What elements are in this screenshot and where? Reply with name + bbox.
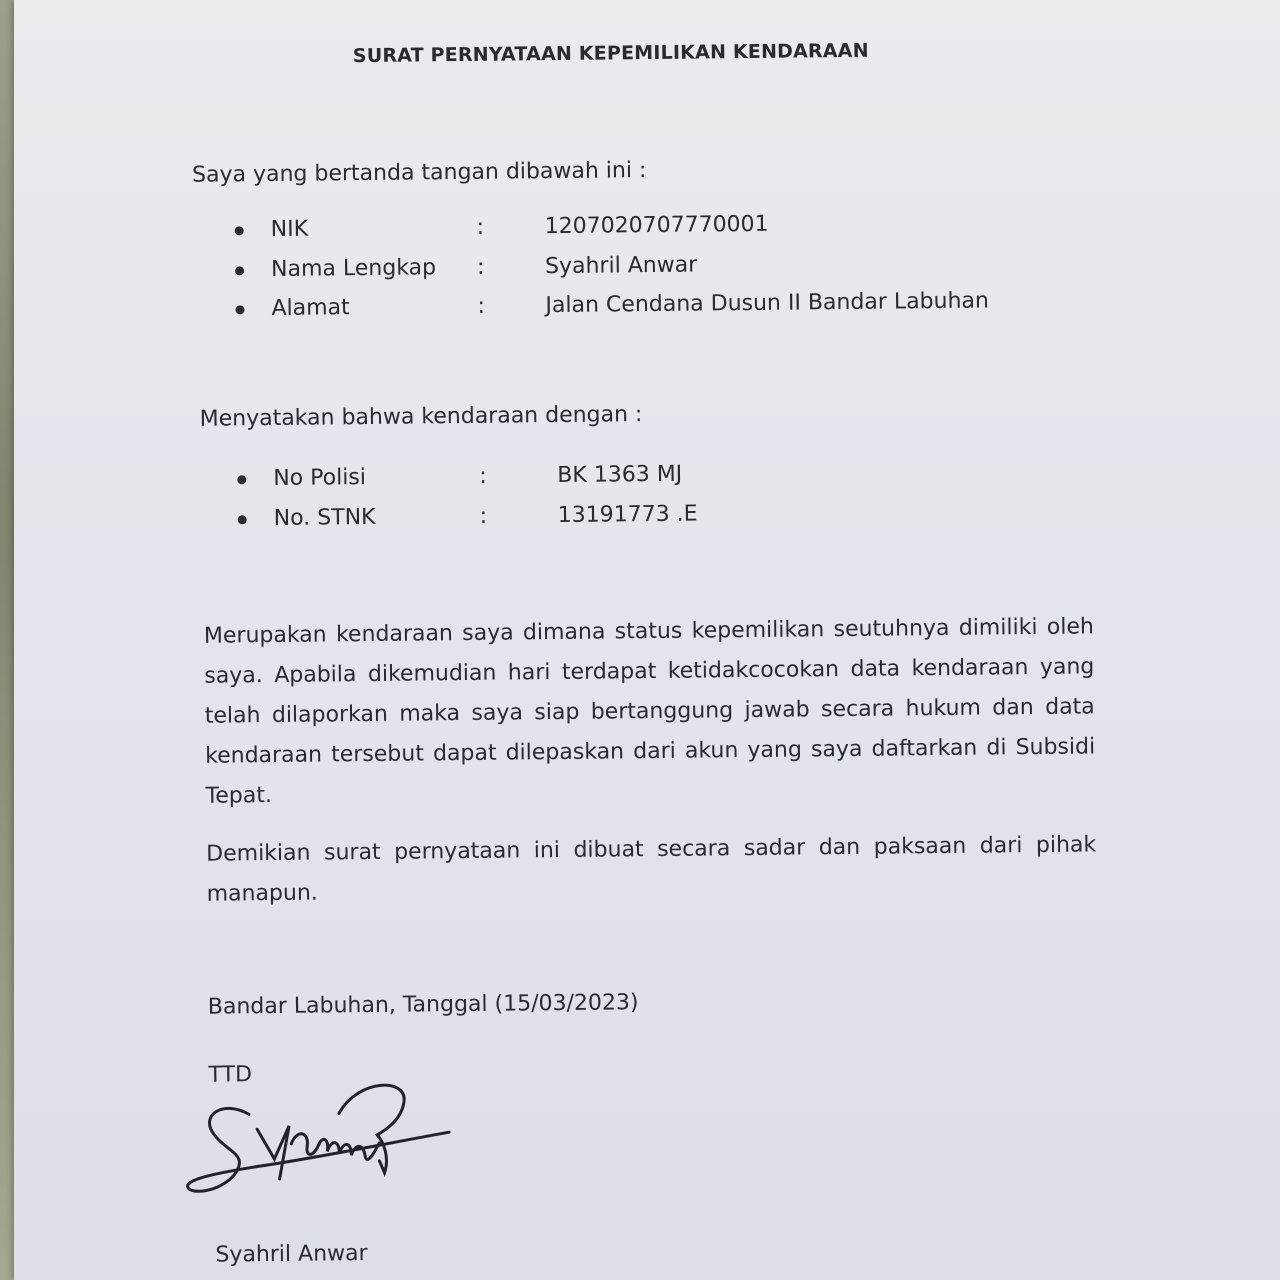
- paper-sheet: [14, 0, 1280, 1280]
- vehicle-colon: :: [479, 463, 487, 489]
- place-date: Bandar Labuhan, Tanggal (15/03/2023): [207, 990, 639, 1020]
- identity-value: Syahril Anwar: [544, 252, 698, 280]
- bullet-icon: [238, 515, 247, 524]
- identity-row-address: [235, 288, 1035, 326]
- identity-label: NIK: [270, 216, 309, 242]
- vehicle-label: No. STNK: [273, 504, 376, 531]
- sign-label: TTD: [208, 1062, 253, 1088]
- vehicle-row-plate: [237, 458, 1037, 496]
- identity-row-nik: [235, 209, 1035, 247]
- identity-colon: :: [476, 254, 485, 280]
- handwritten-signature-icon: [179, 1072, 460, 1205]
- vehicle-value: BK 1363 MJ: [557, 461, 683, 489]
- letter-content: [7, 0, 1280, 1280]
- identity-value: Jalan Cendana Dusun II Bandar Labuhan: [545, 288, 990, 319]
- bullet-icon: [235, 305, 244, 314]
- identity-colon: :: [477, 293, 486, 319]
- identity-colon: :: [476, 214, 485, 240]
- vehicle-row-stnk: [238, 498, 1038, 536]
- identity-label: Alamat: [271, 295, 350, 321]
- signer-name: Syahril Anwar: [215, 1241, 368, 1268]
- intro-text: Saya yang bertanda tangan dibawah ini :: [191, 158, 647, 188]
- closing-paragraph: Demikian surat pernyataan ini dibuat secara sadar dan paksaan dari pihak manapun.: [206, 832, 1097, 907]
- vehicle-value: 13191773 .E: [557, 501, 698, 529]
- bullet-icon: [235, 226, 244, 235]
- vehicle-intro-text: Menyatakan bahwa kendaraan dengan :: [199, 402, 643, 432]
- bullet-icon: [237, 475, 246, 484]
- letter-title: SURAT PERNYATAAN KEPEMILIKAN KENDARAAN: [352, 39, 869, 68]
- identity-label: Nama Lengkap: [270, 255, 437, 282]
- identity-value: 1207020707770001: [544, 211, 769, 240]
- identity-row-name: [235, 249, 1035, 287]
- vehicle-label: No Polisi: [273, 465, 367, 491]
- vehicle-colon: :: [479, 503, 488, 529]
- statement-paragraph: Merupakan kendaraan saya dimana status kepemilikan seutuhnya dimiliki oleh saya. Apabila dikemudian hari terdapat ketidakcocokan data kendaraan yang telah dilaporkan maka saya siap bertanggung jawab secara hukum dan data kendaraan tersebut dapat dilepaskan dari akun yang saya daftarkan di Subsidi Tepat.: [203, 614, 1096, 809]
- bullet-icon: [235, 266, 244, 275]
